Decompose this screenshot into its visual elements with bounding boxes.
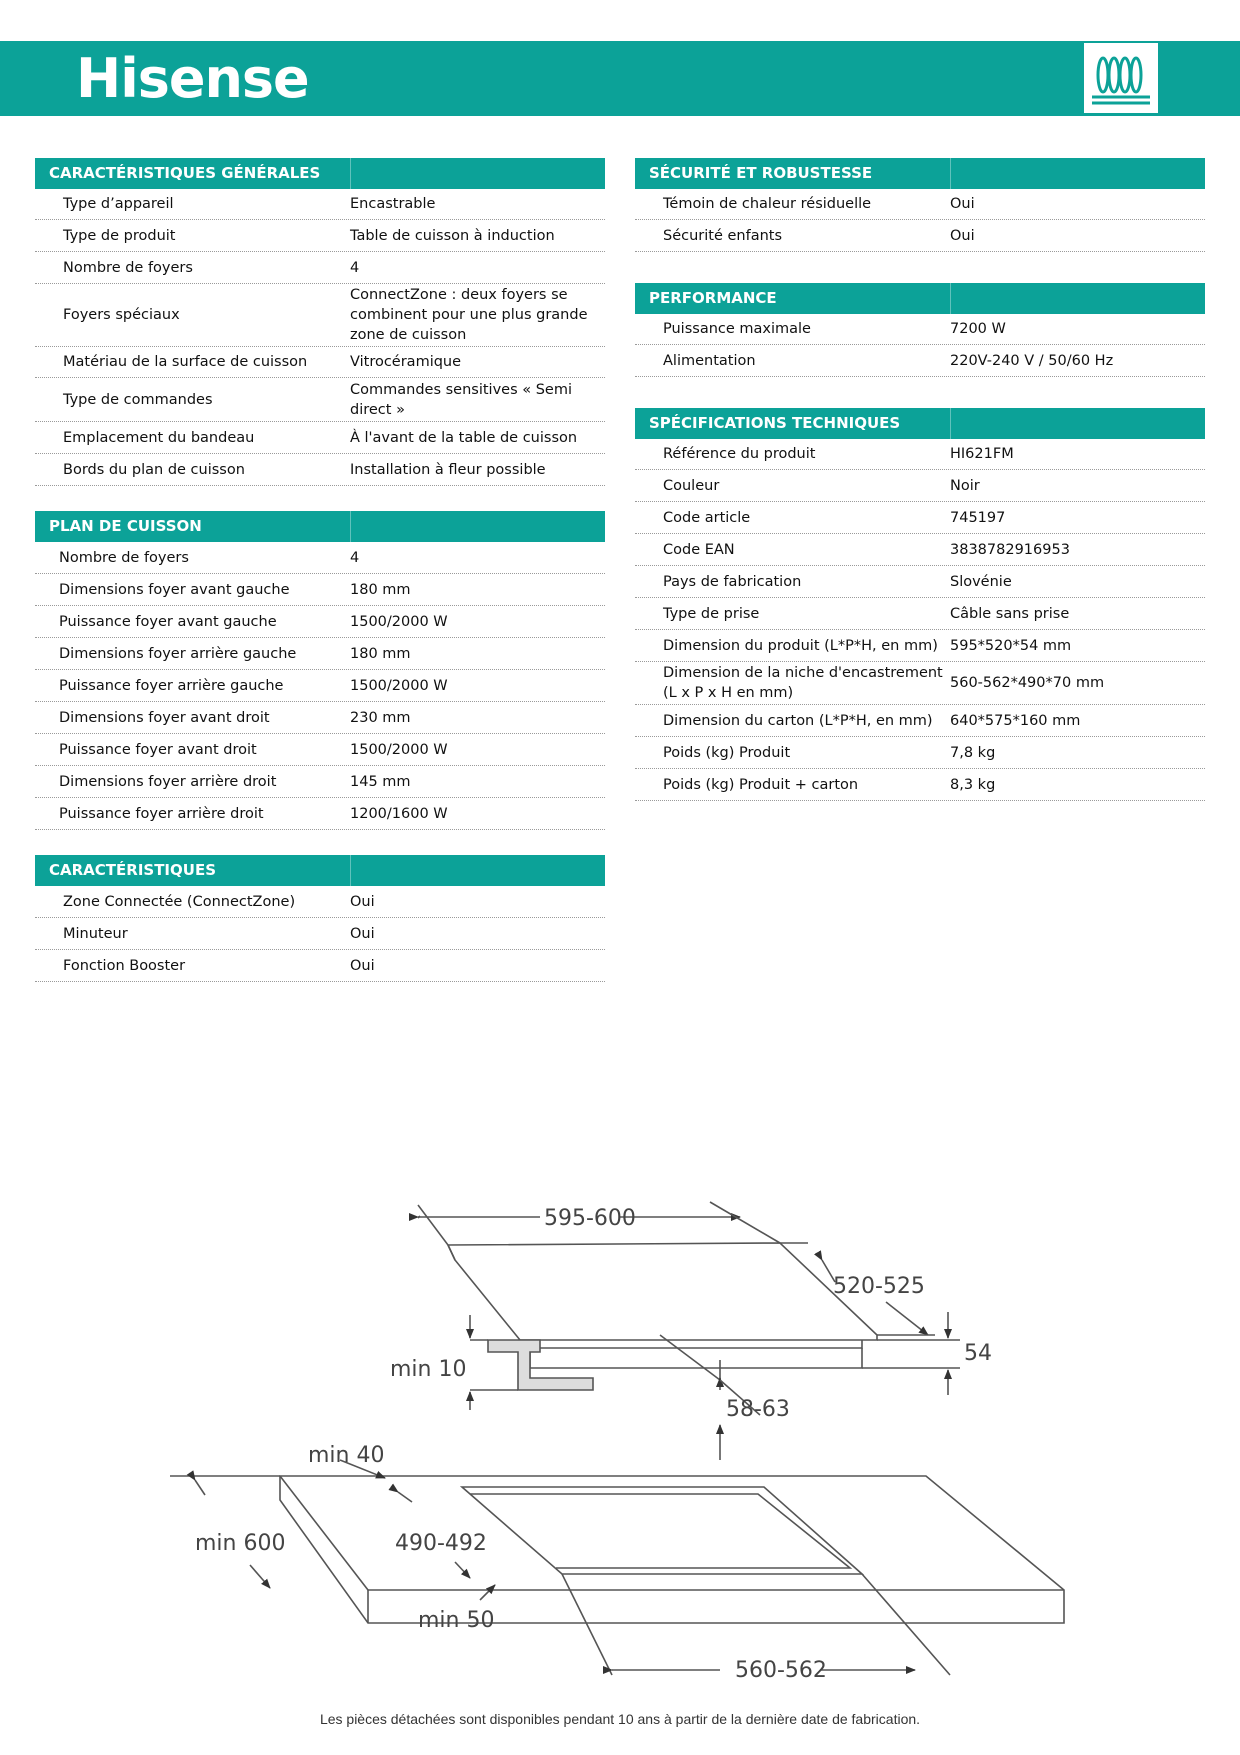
section-general [35,158,605,486]
table-row: Foyers spéciaux ConnectZone : deux foyers se combinent pour une plus grande zone de cuisson [35,284,605,347]
dim-height-label: 54 [964,1341,992,1366]
section-title: CARACTÉRISTIQUES [35,855,605,886]
table-row: Dimension du carton (L*P*H, en mm) 640*575*160 mm [635,705,1205,737]
dim-min10-label: min 10 [390,1357,467,1382]
section-title: CARACTÉRISTIQUES GÉNÉRALES [35,158,605,189]
table-row: Témoin de chaleur résiduelle Oui [635,189,1205,220]
table-row: Code EAN 3838782916953 [635,534,1205,566]
table-row: Puissance foyer arrière droit 1200/1600 W [35,798,605,830]
dim-depth-label: 520-525 [833,1274,925,1299]
table-row: Puissance foyer avant droit 1500/2000 W [35,734,605,766]
section-performance [635,283,1205,377]
table-row: Dimensions foyer avant droit 230 mm [35,702,605,734]
dim-min40-label: min 40 [308,1443,385,1468]
section-technical [635,408,1205,801]
dim-min50-label: min 50 [418,1608,495,1633]
table-row: Dimensions foyer avant gauche 180 mm [35,574,605,606]
table-row: Fonction Booster Oui [35,950,605,982]
table-row: Sécurité enfants Oui [635,220,1205,252]
table-row: Minuteur Oui [35,918,605,950]
table-row: Puissance foyer arrière gauche 1500/2000 W [35,670,605,702]
footer-note: Les pièces détachées sont disponibles pendant 10 ans à partir de la dernière date de fabrication. [319,1711,921,1727]
table-row: Bords du plan de cuisson Installation à fleur possible [35,454,605,486]
table-row: Dimension de la niche d'encastrement (L x P x H en mm) 560-562*490*70 mm [635,662,1205,705]
table-row: Pays de fabrication Slovénie [635,566,1205,598]
table-row: Code article 745197 [635,502,1205,534]
table-row: Dimensions foyer arrière gauche 180 mm [35,638,605,670]
section-title: SÉCURITÉ ET ROBUSTESSE [635,158,1205,189]
installation-diagram [0,1180,1240,1700]
table-row: Matériau de la surface de cuisson Vitrocéramique [35,347,605,378]
table-row: Nombre de foyers 4 [35,542,605,574]
table-row: Poids (kg) Produit 7,8 kg [635,737,1205,769]
induction-coil-icon [1082,41,1160,115]
dim-min600-label: min 600 [195,1531,286,1556]
table-row: Type de prise Câble sans prise [635,598,1205,630]
table-row: Dimensions foyer arrière droit 145 mm [35,766,605,798]
table-row: Poids (kg) Produit + carton 8,3 kg [635,769,1205,801]
table-row: Type de produit Table de cuisson à induction [35,220,605,252]
table-row: Type de commandes Commandes sensitives « Semi direct » [35,378,605,422]
section-plan [35,511,605,830]
table-row: Référence du produit HI621FM [635,439,1205,470]
section-title: PLAN DE CUISSON [35,511,605,542]
table-row: Puissance maximale 7200 W [635,314,1205,345]
table-row: Nombre de foyers 4 [35,252,605,284]
section-features [35,855,605,982]
section-title: SPÉCIFICATIONS TECHNIQUES [635,408,1205,439]
table-row: Type d’appareil Encastrable [35,189,605,220]
section-title: PERFORMANCE [635,283,1205,314]
table-row: Couleur Noir [635,470,1205,502]
dim-cutout-width-label: 560-562 [735,1658,827,1683]
table-row: Puissance foyer avant gauche 1500/2000 W [35,606,605,638]
table-row: Emplacement du bandeau À l'avant de la table de cuisson [35,422,605,454]
dim-cutout-depth-label: 490-492 [395,1531,487,1556]
table-row: Alimentation 220V-240 V / 50/60 Hz [635,345,1205,377]
table-row: Dimension du produit (L*P*H, en mm) 595*520*54 mm [635,630,1205,662]
dim-gap-label: 58-63 [726,1397,790,1422]
table-row: Zone Connectée (ConnectZone) Oui [35,886,605,918]
dim-width-label: 595-600 [544,1206,636,1231]
hisense-logo: Hisense [76,47,309,110]
section-safety [635,158,1205,252]
